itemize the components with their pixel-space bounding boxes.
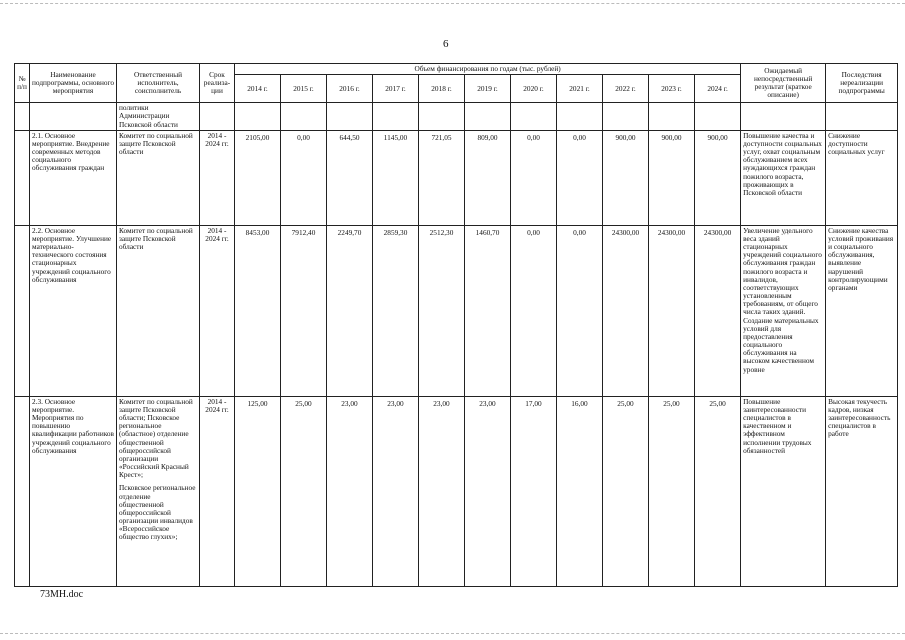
table-row (15, 130, 898, 225)
funding-value: 24300,00 (695, 225, 741, 396)
funding-table (14, 63, 898, 587)
header-year: 2019 г. (465, 75, 511, 103)
funding-value: 2859,30 (373, 225, 419, 396)
funding-value: 0,00 (511, 225, 557, 396)
funding-value: 23,00 (419, 396, 465, 586)
funding-value: 809,00 (465, 130, 511, 225)
funding-value: 2249,70 (327, 225, 373, 396)
non-implementation-consequence: Высокая текучесть кадров, низкая заинтересованность специалистов в работе (826, 396, 898, 586)
funding-value: 23,00 (327, 396, 373, 586)
header-year: 2024 г. (695, 75, 741, 103)
funding-value: 721,05 (419, 130, 465, 225)
funding-value: 644,50 (327, 130, 373, 225)
measure-name: 2.3. Основное мероприятие. Мероприятия по повышению квалификации работников учреждений социального обслуживания (30, 396, 117, 586)
measure-co-executor: Псковское региональное отделение общественной общероссийской организации инвалидов «Всероссийское общество глухих»; (119, 483, 196, 542)
header-year: 2023 г. (649, 75, 695, 103)
funding-value: 900,00 (695, 130, 741, 225)
measure-term: 2014 - 2024 гг. (200, 396, 235, 586)
measure-executor: Комитет по социальной защите Псковской области (117, 130, 200, 225)
measure-executor-cell (117, 396, 200, 586)
funding-value: 0,00 (557, 130, 603, 225)
funding-value: 1145,00 (373, 130, 419, 225)
header-year: 2015 г. (281, 75, 327, 103)
funding-value: 24300,00 (603, 225, 649, 396)
header-consequence: Последствия нереализации подпрограммы (826, 64, 898, 103)
measure-name: 2.1. Основное мероприятие. Внедрение современных методов социального обслуживания граждан (30, 130, 117, 225)
header-year: 2021 г. (557, 75, 603, 103)
measure-term: 2014 - 2024 гг. (200, 225, 235, 396)
funding-value: 0,00 (511, 130, 557, 225)
scan-edge-bottom (0, 633, 905, 634)
header-year: 2022 г. (603, 75, 649, 103)
measure-executor: Комитет по социальной защите Псковской области (117, 225, 200, 396)
non-implementation-consequence: Снижение качества условий проживания и социального обслуживания, выявление нарушений контролирующими органами (826, 225, 898, 396)
expected-result: Повышение заинтересованности специалистов в качественном и эффективном исполнении трудовых обязанностей (741, 396, 826, 586)
funding-value: 16,00 (557, 396, 603, 586)
funding-value: 17,00 (511, 396, 557, 586)
funding-value: 23,00 (465, 396, 511, 586)
funding-value: 125,00 (235, 396, 281, 586)
header-year: 2016 г. (327, 75, 373, 103)
continuation-executor: политики Администрации Псковской области (117, 103, 200, 131)
header-executor: Ответственный исполнитель, соисполнитель (117, 64, 200, 103)
header-year: 2018 г. (419, 75, 465, 103)
funding-value: 25,00 (695, 396, 741, 586)
header-name: Наименование подпрограммы, основного мероприятия (30, 64, 117, 103)
measure-executor: Комитет по социальной защите Псковской области; Псковское региональное (областное) отделение общественной общероссийской организации «Российский Красный Крест»; (119, 396, 193, 480)
funding-value: 8453,00 (235, 225, 281, 396)
table-row-continuation (15, 103, 898, 131)
header-funding: Объем финансирования по годам (тыс. рублей) (235, 64, 741, 75)
funding-value: 23,00 (373, 396, 419, 586)
table-row (15, 396, 898, 586)
funding-value: 24300,00 (649, 225, 695, 396)
measure-term: 2014 - 2024 гг. (200, 130, 235, 225)
funding-value: 0,00 (557, 225, 603, 396)
header-year: 2020 г. (511, 75, 557, 103)
funding-value: 0,00 (281, 130, 327, 225)
header-no: № п/п (15, 64, 30, 103)
funding-value: 900,00 (603, 130, 649, 225)
table-row (15, 225, 898, 396)
funding-value: 25,00 (603, 396, 649, 586)
measure-name: 2.2. Основное мероприятие. Улучшение материально-технического состояния стационарных учреждений социального обслуживания (30, 225, 117, 396)
non-implementation-consequence: Снижение доступности социальных услуг (826, 130, 898, 225)
document-filename: 73МН.doc (40, 589, 84, 600)
funding-value: 25,00 (649, 396, 695, 586)
funding-value: 25,00 (281, 396, 327, 586)
expected-result: Повышение качества и доступности социальных услуг, охват социальным обслуживанием всех нуждающихся граждан пожилого возраста, проживающих в Псковской области (741, 130, 826, 225)
funding-value: 1460,70 (465, 225, 511, 396)
page-number: 6 (443, 38, 449, 50)
funding-value: 900,00 (649, 130, 695, 225)
header-year: 2017 г. (373, 75, 419, 103)
header-year: 2014 г. (235, 75, 281, 103)
header-term: Срок реализа-ции (200, 64, 235, 103)
funding-value: 2512,30 (419, 225, 465, 396)
funding-value: 7912,40 (281, 225, 327, 396)
funding-value: 2105,00 (235, 130, 281, 225)
expected-result: Увеличение удельного веса зданий стационарных учреждений социального обслуживания граждан пожилого возраста и инвалидов, соответствующих установленным требованиям, от общего числа таких зданий. Создание материальных условий для предоставления социального обслуживания на высоком качественном уровне (741, 225, 826, 396)
header-result: Ожидаемый непосредственный результат (краткое описание) (741, 64, 826, 103)
scan-edge-top (0, 3, 905, 4)
